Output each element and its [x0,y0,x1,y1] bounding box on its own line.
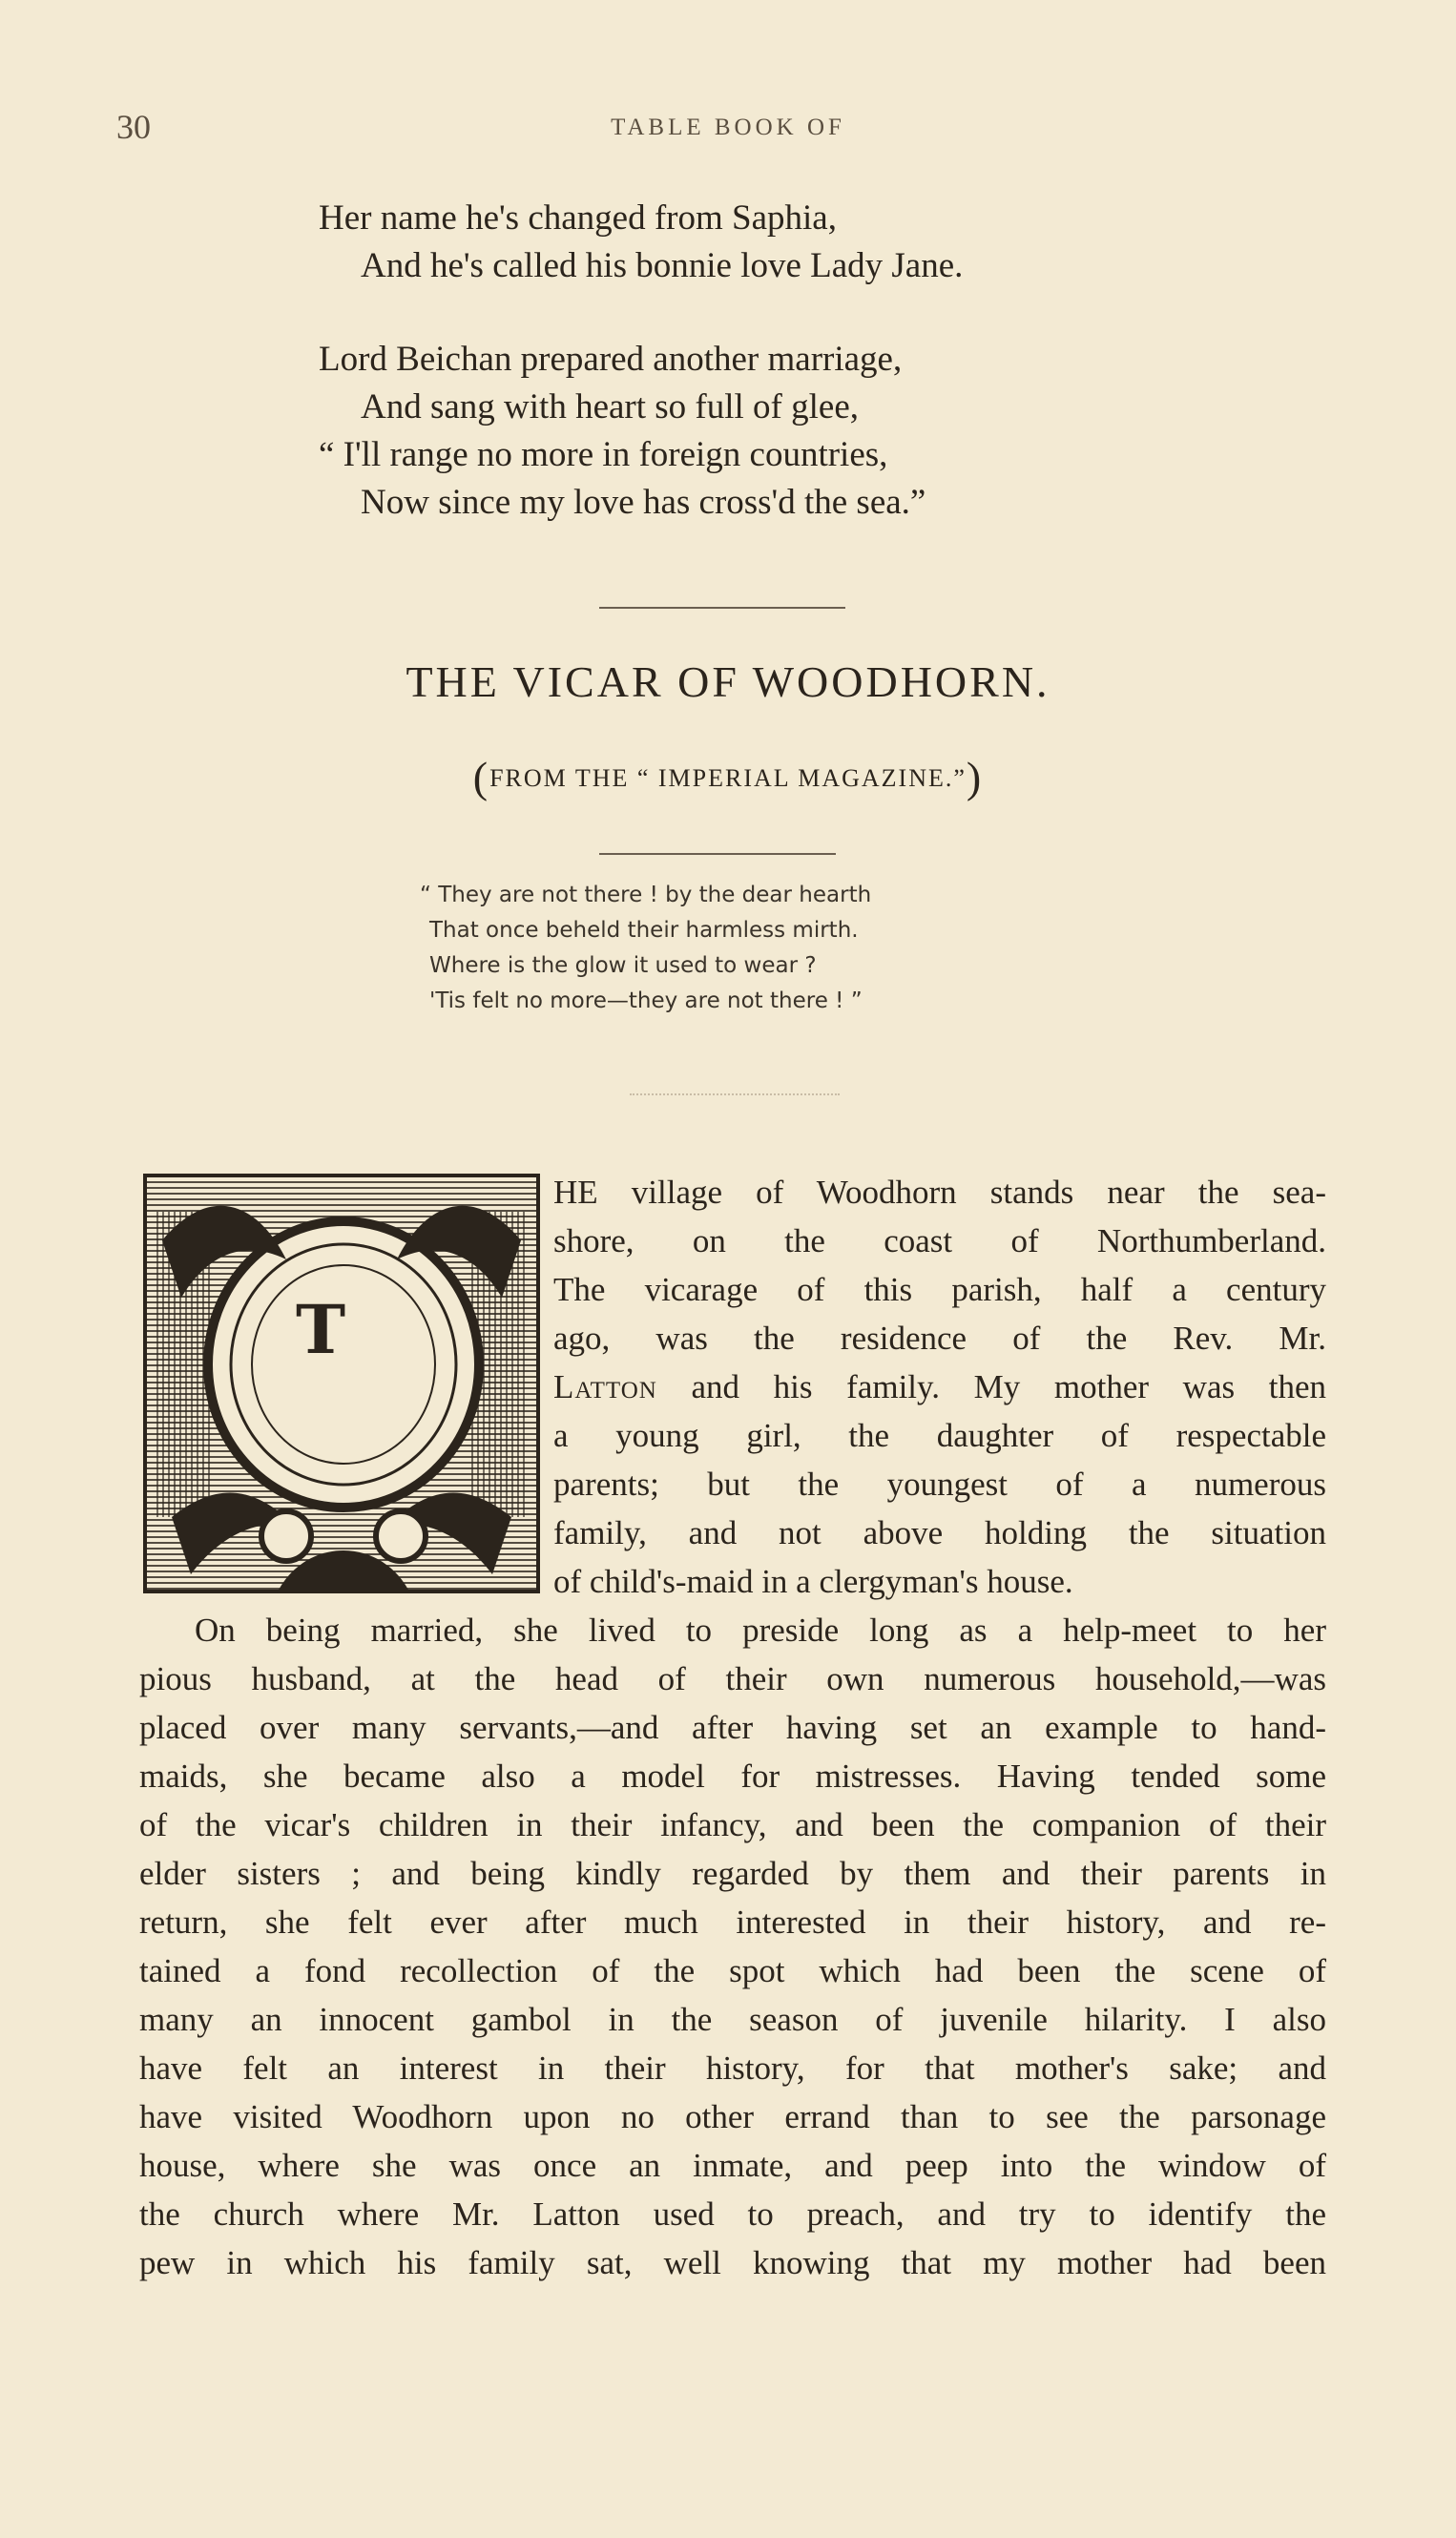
dotted-divider [630,1093,840,1095]
text-line: family, and not above holding the situation [553,1514,1326,1551]
text-line: elder sisters ; and being kindly regarded by them and their parents in [139,1855,1326,1892]
epigraph-line: 'Tis felt no more—they are not there ! ” [429,988,863,1013]
text-line: HE village of Woodhorn stands near the sea- [553,1174,1326,1211]
epigraph-line: “ They are not there ! by the dear hearth [420,883,872,907]
text-line: shore, on the coast of Northumberland. [553,1222,1326,1259]
stanza [319,195,963,290]
text-line: have visited Woodhorn upon no other errand than to see the parsonage [139,2098,1326,2135]
text-line: house, where she was once an inmate, and peep into the window of [139,2147,1326,2184]
text-line: parents; but the youngest of a numerous [553,1466,1326,1503]
text-line: pious husband, at the head of their own numerous household,—was [139,1660,1326,1697]
text-line: The vicarage of this parish, half a century [553,1271,1326,1308]
drop-cap-letter: T [296,1290,346,1369]
epigraph [420,878,871,1019]
text-line-rest: and his family. My mother was then [656,1368,1326,1405]
text-line: placed over many servants,—and after having set an example to hand- [139,1709,1326,1746]
stanza [319,336,963,527]
epigraph-divider [599,853,836,855]
vicar-name: Latton [553,1368,657,1405]
verse-line: And he's called his bonnie love Lady Jane. [361,246,964,285]
text-line: of child's-maid in a clergyman's house. [553,1563,1073,1600]
text-line [553,1363,1326,1411]
text-line: pew in which his family sat, well knowing that my mother had been [139,2244,1326,2281]
verse-line: “ I'll range no more in foreign countries, [319,435,888,474]
running-title: TABLE BOOK OF [611,114,845,140]
text-line: On being married, she lived to preside long as a help-meet to her [195,1612,1326,1649]
text-line: many an innocent gambol in the season of juvenile hilarity. I also [139,2001,1326,2038]
poem-excerpt [319,195,963,527]
text-line: of the vicar's children in their infancy, and been the companion of their [139,1806,1326,1843]
running-head [0,107,1456,145]
verse-line: Now since my love has cross'd the sea.” [361,483,926,522]
section-divider [599,607,845,609]
article-source: (FROM THE “ IMPERIAL MAGAZINE.”) [472,753,984,801]
text-line: return, she felt ever after much interested in their history, and re- [139,1904,1326,1941]
text-line: ago, was the residence of the Rev. Mr. [553,1320,1326,1357]
text-line: tained a fond recollection of the spot which had been the scene of [139,1952,1326,1989]
opening-paragraph [553,1168,1326,1606]
verse-line: Her name he's changed from Saphia, [319,198,837,238]
epigraph-line: Where is the glow it used to wear ? [429,953,817,978]
continuation-paragraph [139,1606,1326,2287]
page-number: 30 [116,108,151,146]
article-title: THE VICAR OF WOODHORN. [406,657,1050,706]
epigraph-line: That once beheld their harmless mirth. [429,918,859,943]
text-line: the church where Mr. Latton used to preach, and try to identify the [139,2195,1326,2233]
text-line: a young girl, the daughter of respectable [553,1417,1326,1454]
verse-line: Lord Beichan prepared another marriage, [319,340,903,379]
verse-line: And sang with heart so full of glee, [361,387,859,426]
drop-cap-ornament [143,1174,540,1593]
text-line: have felt an interest in their history, for that mother's sake; and [139,2049,1326,2087]
source-text: FROM THE “ IMPERIAL MAGAZINE.” [489,764,967,792]
text-line: maids, she became also a model for mistresses. Having tended some [139,1758,1326,1795]
